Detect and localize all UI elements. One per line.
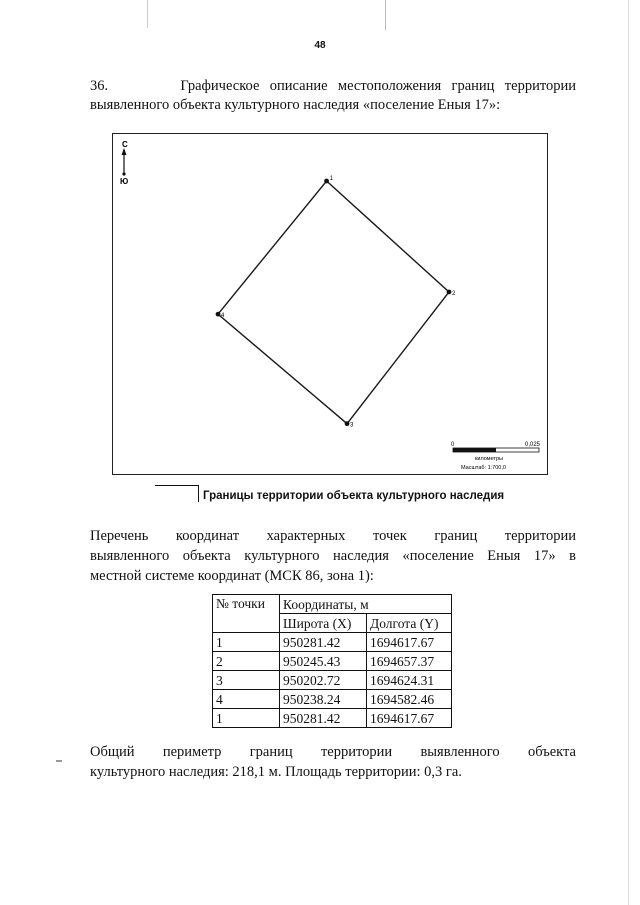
boundary-map-canvas <box>113 134 549 476</box>
cell-latitude: 950281.42 <box>280 709 367 728</box>
boundary-point-marker <box>216 312 221 317</box>
scan-artifact <box>56 760 62 762</box>
compass <box>120 140 128 186</box>
table-row <box>213 652 452 671</box>
compass-tail <box>122 172 125 175</box>
table-row <box>213 690 452 709</box>
table-header-row <box>213 595 452 614</box>
boundary-point-label: 1 <box>329 176 333 182</box>
heading-word: описание <box>269 78 328 94</box>
cell-point-number: 3 <box>213 671 280 690</box>
summary-line-1 <box>90 742 576 762</box>
boundary-point-label: 3 <box>350 422 354 429</box>
intro-word: Еныя <box>487 548 521 564</box>
coordinates-table <box>212 594 452 728</box>
legend-label: Границы территории объекта культурного наследия <box>203 490 505 502</box>
boundary-map <box>112 133 548 475</box>
coordinates-intro <box>90 526 576 586</box>
summary-word: Общий <box>90 744 135 760</box>
section-heading <box>90 77 576 115</box>
intro-word: культурного <box>244 548 320 564</box>
intro-word: «поселение <box>402 548 474 564</box>
table-row <box>213 633 452 652</box>
header-coordinates: Координаты, м <box>280 595 452 614</box>
cell-point-number: 1 <box>213 633 280 652</box>
heading-word: территории <box>504 78 576 94</box>
intro-word: в <box>569 548 576 564</box>
compass-north-label: С <box>122 140 128 149</box>
scale-bar-end: 0,025 <box>525 442 541 448</box>
boundary-polygon <box>218 181 449 424</box>
heading-word: местоположения <box>337 78 442 94</box>
scale-bar-unit: километры <box>475 456 503 462</box>
summary-word: периметр <box>162 744 222 760</box>
intro-word: Перечень <box>90 528 149 544</box>
scan-edge <box>628 0 629 905</box>
scale-bar-start: 0 <box>451 442 455 448</box>
cell-longitude: 1694657.37 <box>367 652 452 671</box>
cell-longitude: 1694582.46 <box>367 690 452 709</box>
cell-longitude: 1694624.31 <box>367 671 452 690</box>
header-point-number: № точки <box>213 595 280 633</box>
intro-line-1 <box>90 526 576 546</box>
section-number: 36. <box>90 78 109 94</box>
intro-line-3: местной системе координат (МСК 86, зона 1): <box>90 568 374 584</box>
cell-latitude: 950238.24 <box>280 690 367 709</box>
page-number: 48 <box>314 40 326 51</box>
coordinates-table-body <box>213 633 452 728</box>
scale-label: Масштаб: 1:700,0 <box>461 465 506 471</box>
summary-word: границ <box>249 744 293 760</box>
intro-word: выявленного <box>90 548 170 564</box>
summary <box>90 742 576 782</box>
boundary-point-label: 4 <box>221 313 225 320</box>
cell-longitude: 1694617.67 <box>367 633 452 652</box>
legend-boundary-symbol <box>155 485 199 502</box>
summary-word: объекта <box>527 744 576 760</box>
cell-point-number: 2 <box>213 652 280 671</box>
table-row <box>213 671 452 690</box>
cell-latitude: 950281.42 <box>280 633 367 652</box>
summary-word: выявленного <box>420 744 500 760</box>
scale-bar-fill <box>453 448 496 452</box>
compass-arrowhead <box>122 148 127 155</box>
heading-line-2: выявленного объекта культурного наследия «поселение Еныя 17»: <box>90 97 501 113</box>
cell-point-number: 4 <box>213 690 280 709</box>
compass-south-label: Ю <box>120 177 129 186</box>
cell-latitude: 950245.43 <box>280 652 367 671</box>
table-row <box>213 709 452 728</box>
boundary-point-marker <box>447 290 452 295</box>
scale-bar <box>451 442 541 471</box>
intro-word: территории <box>504 528 576 544</box>
intro-word: границ <box>434 528 478 544</box>
intro-word: 17» <box>533 548 556 564</box>
intro-word: объекта <box>182 548 231 564</box>
cell-longitude: 1694617.67 <box>367 709 452 728</box>
boundary-points <box>216 176 456 429</box>
summary-line-2: культурного наследия: 218,1 м. Площадь территории: 0,3 га. <box>90 764 462 780</box>
heading-word: Графическое <box>180 78 260 94</box>
intro-line-2 <box>90 546 576 566</box>
scan-artifact <box>147 0 148 28</box>
boundary-point-marker <box>324 179 329 184</box>
map-legend <box>155 482 504 502</box>
scan-artifact <box>385 0 386 30</box>
header-longitude: Долгота (Y) <box>367 614 452 633</box>
boundary-point-label: 2 <box>452 290 456 297</box>
summary-word: территории <box>320 744 393 760</box>
intro-word: характерных <box>266 528 346 544</box>
heading-line-1 <box>90 77 576 96</box>
boundary-point-marker <box>345 421 350 426</box>
intro-word: наследия <box>333 548 389 564</box>
intro-word: координат <box>175 528 240 544</box>
cell-latitude: 950202.72 <box>280 671 367 690</box>
cell-point-number: 1 <box>213 709 280 728</box>
heading-word: границ <box>451 78 495 94</box>
header-latitude: Широта (X) <box>280 614 367 633</box>
intro-word: точек <box>372 528 407 544</box>
